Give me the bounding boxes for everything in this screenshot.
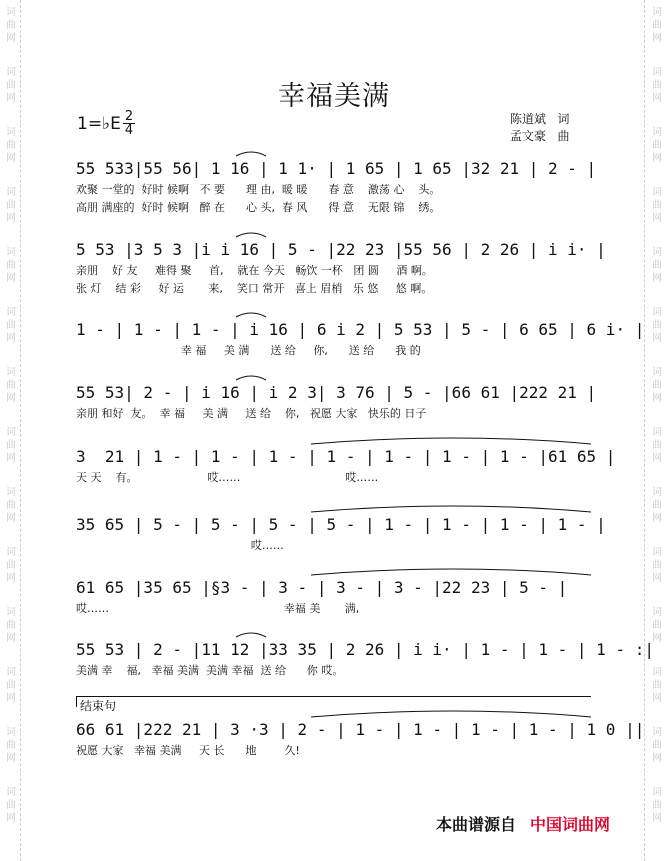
watermark-glyphs: 词 曲 网 xyxy=(652,67,662,104)
composer-name: 孟文豪 xyxy=(510,129,547,143)
source-footer xyxy=(436,812,610,835)
watermark-glyphs: 词 曲 网 xyxy=(6,247,16,284)
key-signature: 1=♭E xyxy=(77,114,121,134)
watermark-glyphs: 词 曲 网 xyxy=(6,367,16,404)
watermark-glyphs: 词 曲 网 xyxy=(652,247,662,284)
watermark-glyphs: 词 曲 网 xyxy=(652,787,662,824)
watermark-glyphs: 词 曲 网 xyxy=(6,427,16,464)
lyricist-name: 陈道斌 xyxy=(510,112,547,126)
watermark-glyphs: 词 曲 网 xyxy=(652,487,662,524)
lyric-row: 张 灯 结 彩 好 运 来, 笑口 常开 喜上 眉梢 乐 悠 悠 啊。 xyxy=(76,282,433,295)
song-title: 幸福美满 xyxy=(278,81,390,112)
lyric-row: 美满 幸 福, 幸福 美满 美满 幸福 送 给 你 哎。 xyxy=(76,664,344,677)
watermark-glyphs: 词 曲 网 xyxy=(652,547,662,584)
time-signature-top: 2 xyxy=(124,109,134,124)
watermark-glyphs: 词 曲 网 xyxy=(6,547,16,584)
lyric-row: 幸 福 美 满 送 给 你, 送 给 我 的 xyxy=(76,344,421,357)
notation-row: 61 65 |35 65 |§3 - | 3 - | 3 - | 3 - |22 23 | 5 - | xyxy=(76,578,568,597)
notation-row: 1 - | 1 - | 1 - | i 16 | 6 i 2 | 5 53 | 5 - | 6 65 | 6 i· | xyxy=(76,320,645,339)
lyric-row: 亲朋 好 友 难得 聚 首, 就在 今天 畅饮 一杯 团 圆 酒 啊。 xyxy=(76,264,433,277)
notation-row: 35 65 | 5 - | 5 - | 5 - | 5 - | 1 - | 1 - | 1 - | 1 - | xyxy=(76,515,606,534)
watermark-glyphs: 词 曲 网 xyxy=(6,187,16,224)
watermark-glyphs: 词 曲 网 xyxy=(652,127,662,164)
watermark-glyphs: 词 曲 网 xyxy=(652,607,662,644)
notation-row: 5 53 |3 5 3 |i i 16 | 5 - |22 23 |55 56 | 2 26 | i i· | xyxy=(76,240,606,259)
lyric-row: 亲朋 和好 友。 幸 福 美 满 送 给 你, 祝愿 大家 快乐的 日子 xyxy=(76,407,427,420)
watermark-glyphs: 词 曲 网 xyxy=(652,187,662,224)
lyric-row: 天 天 有。 哎…… 哎…… xyxy=(76,471,379,484)
lyric-row: 哎…… xyxy=(76,539,284,552)
source-text: 本曲谱源自 xyxy=(436,815,517,834)
watermark-glyphs: 词 曲 网 xyxy=(652,727,662,764)
watermark-glyphs: 词 曲 网 xyxy=(6,307,16,344)
notation-row: 55 53 | 2 - |11 12 |33 35 | 2 26 | i i· | 1 - | 1 - | 1 - :| xyxy=(76,640,654,659)
watermark-glyphs: 词 曲 网 xyxy=(6,727,16,764)
lyricist-role: 词 xyxy=(557,112,570,126)
watermark-glyphs: 词 曲 网 xyxy=(6,7,16,44)
watermark-glyphs: 词 曲 网 xyxy=(6,127,16,164)
ending-bracket xyxy=(76,696,591,707)
watermark-glyphs: 词 曲 网 xyxy=(6,667,16,704)
notation-row: 55 53| 2 - | i 16 | i 2 3| 3 76 | 5 - |66 61 |222 21 | xyxy=(76,383,597,402)
watermark-glyphs: 词 曲 网 xyxy=(652,307,662,344)
watermark-glyphs: 词 曲 网 xyxy=(652,7,662,44)
watermark-glyphs: 词 曲 网 xyxy=(6,67,16,104)
notation-row: 66 61 |222 21 | 3 ·3 | 2 - | 1 - | 1 - | 1 - | 1 - | 1 0 || xyxy=(76,720,645,739)
watermark-glyphs: 词 曲 网 xyxy=(652,427,662,464)
lyric-row: 哎…… 幸福 美 满, xyxy=(76,602,360,615)
watermark-glyphs: 词 曲 网 xyxy=(652,667,662,704)
watermark-glyphs: 词 曲 网 xyxy=(6,607,16,644)
composer-role: 曲 xyxy=(557,129,570,143)
lyric-row: 祝愿 大家 幸福 美满 天 长 地 久! xyxy=(76,744,300,757)
lyric-row: 高朋 满座的 好时 候啊 醉 在 心 头, 春 风 得 意 无限 锦 绣。 xyxy=(76,201,441,214)
notation-row: 55 533|55 56| 1 16 | 1 1· | 1 65 | 1 65 |32 21 | 2 - | xyxy=(76,159,597,178)
watermark-glyphs: 词 曲 网 xyxy=(6,787,16,824)
watermark-glyphs: 词 曲 网 xyxy=(6,487,16,524)
notation-row: 3 21 | 1 - | 1 - | 1 - | 1 - | 1 - | 1 - | 1 - |61 65 | xyxy=(76,447,616,466)
lyricist-credit xyxy=(510,110,569,127)
time-signature xyxy=(123,110,135,137)
lyric-row: 欢聚 一堂的 好时 候啊 不 要 理 由, 暖 暖 春 意 激荡 心 头。 xyxy=(76,183,441,196)
source-brand[interactable]: 中国词曲网 xyxy=(530,815,611,834)
ending-label: 结束句 xyxy=(80,699,117,713)
time-signature-bottom: 4 xyxy=(124,123,134,138)
watermark-glyphs: 词 曲 网 xyxy=(652,367,662,404)
